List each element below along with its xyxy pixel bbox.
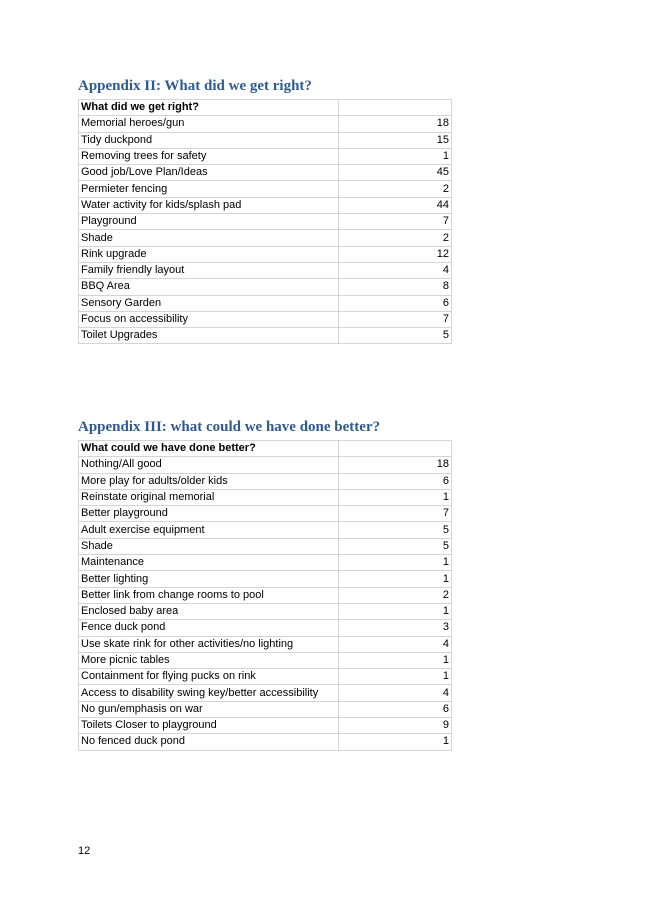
row-count: 4 (339, 636, 452, 652)
row-count: 1 (339, 148, 452, 164)
row-count: 6 (339, 295, 452, 311)
table-row (79, 132, 452, 148)
row-label: Reinstate original memorial (79, 489, 339, 505)
table-row (79, 620, 452, 636)
table-row (79, 506, 452, 522)
row-label: Fence duck pond (79, 620, 339, 636)
row-label: Nothing/All good (79, 457, 339, 473)
table-row (79, 457, 452, 473)
row-count: 1 (339, 603, 452, 619)
table-row (79, 522, 452, 538)
row-label: Rink upgrade (79, 246, 339, 262)
row-label: Better playground (79, 506, 339, 522)
row-label: Use skate rink for other activities/no lighting (79, 636, 339, 652)
table-row (79, 603, 452, 619)
row-count: 1 (339, 555, 452, 571)
table-row (79, 214, 452, 230)
row-count: 2 (339, 230, 452, 246)
row-label: Sensory Garden (79, 295, 339, 311)
row-count: 5 (339, 328, 452, 344)
row-count: 6 (339, 701, 452, 717)
row-count: 2 (339, 587, 452, 603)
row-label: BBQ Area (79, 279, 339, 295)
row-count: 7 (339, 214, 452, 230)
row-label: Maintenance (79, 555, 339, 571)
row-label: Tidy duckpond (79, 132, 339, 148)
table-row (79, 311, 452, 327)
row-label: Better lighting (79, 571, 339, 587)
row-count: 1 (339, 652, 452, 668)
row-label: Water activity for kids/splash pad (79, 197, 339, 213)
row-count: 7 (339, 506, 452, 522)
table-header-cell: What could we have done better? (79, 441, 339, 457)
row-label: Toilet Upgrades (79, 328, 339, 344)
row-label: No gun/emphasis on war (79, 701, 339, 717)
row-label: Toilets Closer to playground (79, 718, 339, 734)
row-label: Access to disability swing key/better accessibility (79, 685, 339, 701)
table-row (79, 685, 452, 701)
table-header-cell: What did we get right? (79, 100, 339, 116)
table-row (79, 538, 452, 554)
row-label: Better link from change rooms to pool (79, 587, 339, 603)
table-row (79, 181, 452, 197)
table-row (79, 718, 452, 734)
appendix-3-table (78, 440, 452, 751)
row-label: Playground (79, 214, 339, 230)
appendix-3-heading: Appendix III: what could we have done better? (78, 419, 381, 435)
row-count: 4 (339, 262, 452, 278)
row-label: Shade (79, 538, 339, 554)
table-row (79, 587, 452, 603)
row-label: Enclosed baby area (79, 603, 339, 619)
row-count: 45 (339, 165, 452, 181)
row-count: 44 (339, 197, 452, 213)
row-label: Memorial heroes/gun (79, 116, 339, 132)
row-count: 2 (339, 181, 452, 197)
table-row (79, 555, 452, 571)
table-row (79, 636, 452, 652)
row-count: 5 (339, 538, 452, 554)
table-row (79, 246, 452, 262)
table-row (79, 571, 452, 587)
row-label: More picnic tables (79, 652, 339, 668)
table-header-empty-cell (339, 100, 452, 116)
table-row (79, 669, 452, 685)
table-row (79, 295, 452, 311)
row-count: 12 (339, 246, 452, 262)
appendix-2-table (78, 99, 452, 344)
appendix-2-heading: Appendix II: What did we get right? (78, 78, 312, 94)
table-row (79, 473, 452, 489)
row-label: No fenced duck pond (79, 734, 339, 750)
row-label: Family friendly layout (79, 262, 339, 278)
table-row (79, 489, 452, 505)
table-header-empty-cell (339, 441, 452, 457)
row-count: 1 (339, 669, 452, 685)
appendix-2-table-body (79, 100, 452, 344)
row-label: Good job/Love Plan/Ideas (79, 165, 339, 181)
row-count: 1 (339, 571, 452, 587)
row-count: 3 (339, 620, 452, 636)
row-count: 4 (339, 685, 452, 701)
row-label: More play for adults/older kids (79, 473, 339, 489)
row-count: 5 (339, 522, 452, 538)
table-row (79, 230, 452, 246)
row-count: 8 (339, 279, 452, 295)
row-count: 1 (339, 489, 452, 505)
row-count: 1 (339, 734, 452, 750)
page-number: 12 (78, 845, 91, 857)
table-row (79, 197, 452, 213)
table-row (79, 148, 452, 164)
row-label: Shade (79, 230, 339, 246)
table-header-row (79, 100, 452, 116)
row-count: 15 (339, 132, 452, 148)
row-count: 9 (339, 718, 452, 734)
row-count: 18 (339, 457, 452, 473)
table-row (79, 701, 452, 717)
row-label: Permieter fencing (79, 181, 339, 197)
table-row (79, 734, 452, 750)
table-row (79, 165, 452, 181)
table-row (79, 279, 452, 295)
row-label: Containment for flying pucks on rink (79, 669, 339, 685)
row-label: Focus on accessibility (79, 311, 339, 327)
row-count: 18 (339, 116, 452, 132)
table-row (79, 262, 452, 278)
table-row (79, 328, 452, 344)
row-count: 6 (339, 473, 452, 489)
table-header-row (79, 441, 452, 457)
row-label: Adult exercise equipment (79, 522, 339, 538)
table-row (79, 116, 452, 132)
table-row (79, 652, 452, 668)
appendix-3-table-body (79, 441, 452, 751)
row-count: 7 (339, 311, 452, 327)
row-label: Removing trees for safety (79, 148, 339, 164)
